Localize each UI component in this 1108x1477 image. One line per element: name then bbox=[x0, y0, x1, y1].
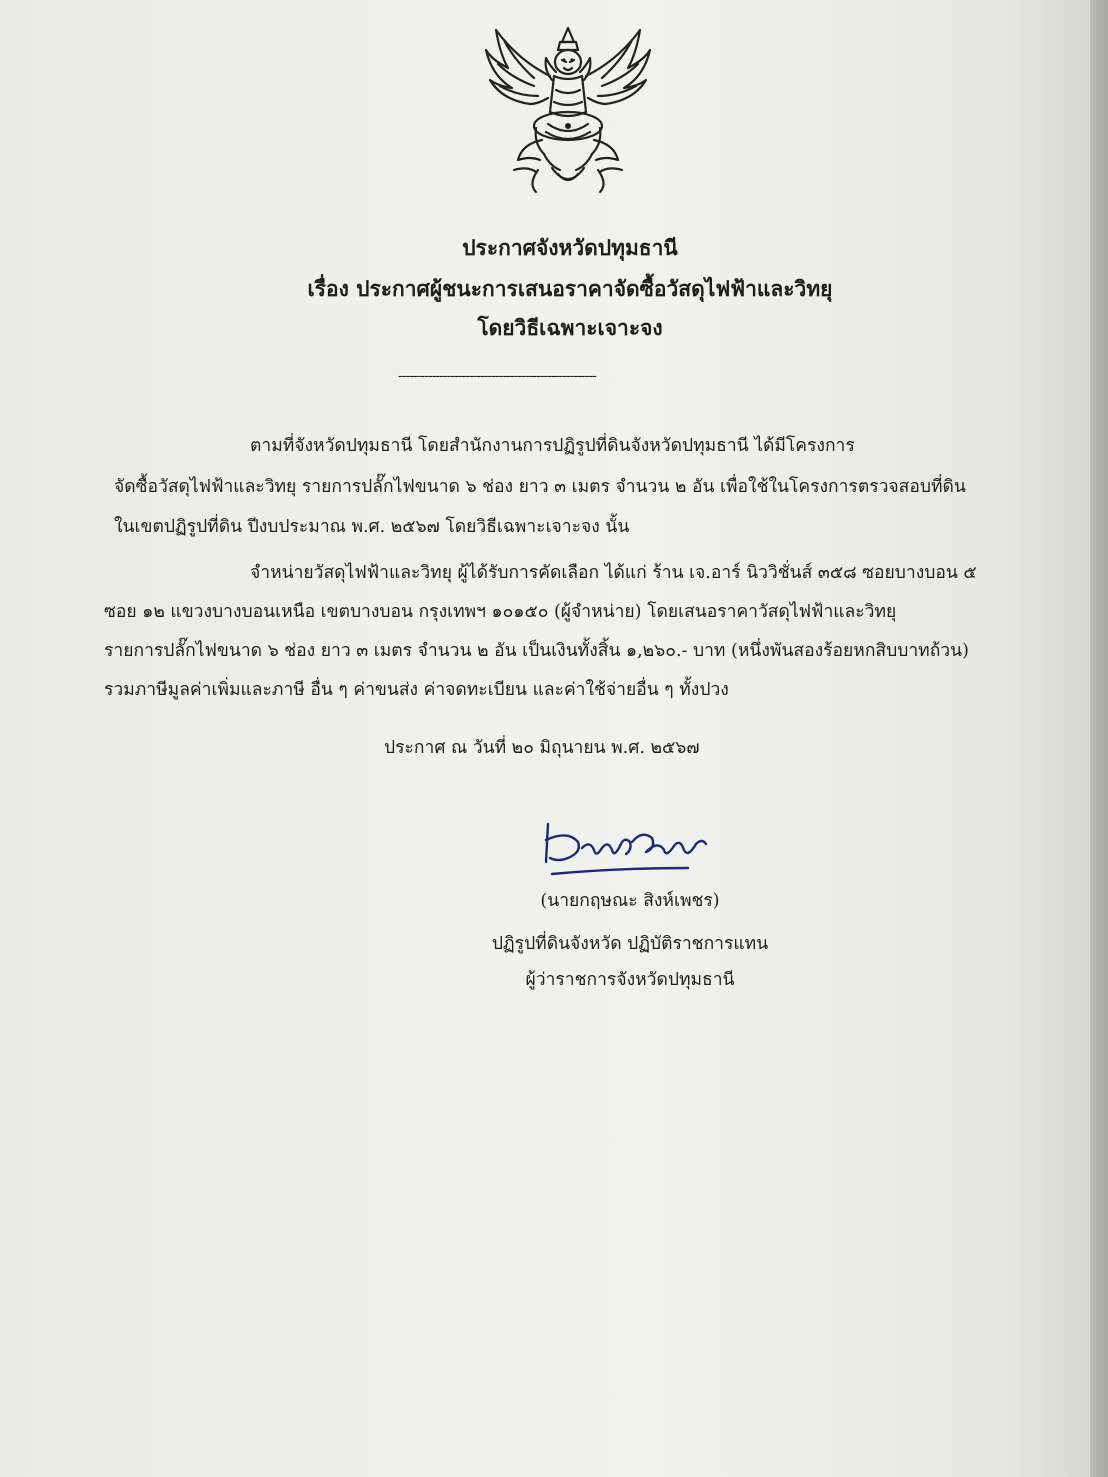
paragraph1-line1: ตามที่จังหวัดปทุมธานี โดยสำนักงานการปฏิรูปที่ดินจังหวัดปทุมธานี ได้มีโครงการ bbox=[250, 436, 855, 456]
signatory-position: ปฏิรูปที่ดินจังหวัด ปฏิบัติราชการแทน bbox=[491, 934, 769, 954]
paragraph2-line1: จำหน่ายวัสดุไฟฟ้าและวิทยุ ผู้ได้รับการคัดเลือก ได้แก่ ร้าน เจ.อาร์ นิววิชั่นส์ ๓๕๘ ซอยบางบอน ๕ bbox=[250, 563, 977, 583]
paragraph2-line3: รายการปลั๊กไฟขนาด ๖ ช่อง ยาว ๓ เมตร จำนวน ๒ อัน เป็นเงินทั้งสิ้น ๑,๒๖๐.- บาท (หนึ่งพันสองร้อยหกสิบบาทถ้วน) bbox=[104, 641, 969, 661]
announcement-subject: เรื่อง ประกาศผู้ชนะการเสนอราคาจัดซื้อวัสดุไฟฟ้าและวิทยุ bbox=[307, 276, 833, 301]
procurement-method: โดยวิธีเฉพาะเจาะจง bbox=[477, 315, 663, 340]
announcement-date: ประกาศ ณ วันที่ ๒๐ มิถุนายน พ.ศ. ๒๕๖๗ bbox=[384, 738, 700, 758]
garuda-emblem-icon bbox=[478, 20, 658, 198]
handwritten-signature bbox=[538, 818, 716, 880]
paragraph2-line2: ซอย ๑๒ แขวงบางบอนเหนือ เขตบางบอน กรุงเทพฯ ๑๐๑๕๐ (ผู้จำหน่าย) โดยเสนอราคาวัสดุไฟฟ้าและวิทยุ bbox=[104, 602, 897, 622]
signatory-title: ผู้ว่าราชการจังหวัดปทุมธานี bbox=[525, 970, 735, 990]
announcement-title: ประกาศจังหวัดปทุมธานี bbox=[462, 235, 678, 260]
separator-line: ----------------------------------------------------- bbox=[398, 368, 596, 384]
signatory-name: (นายกฤษณะ สิงห์เพชร) bbox=[540, 891, 720, 911]
paragraph1-line3: ในเขตปฏิรูปที่ดิน ปีงบประมาณ พ.ศ. ๒๕๖๗ โดยวิธีเฉพาะเจาะจง นั้น bbox=[114, 517, 630, 537]
paragraph1-line2: จัดซื้อวัสดุไฟฟ้าและวิทยุ รายการปลั๊กไฟขนาด ๖ ช่อง ยาว ๓ เมตร จำนวน ๒ อัน เพื่อใช้ในโครงการตรวจสอบที่ดิน bbox=[114, 477, 966, 497]
paragraph2-line4: รวมภาษีมูลค่าเพิ่มและภาษี อื่น ๆ ค่าขนส่ง ค่าจดทะเบียน และค่าใช้จ่ายอื่น ๆ ทั้งปวง bbox=[104, 680, 729, 700]
background-edge bbox=[1090, 0, 1108, 1477]
